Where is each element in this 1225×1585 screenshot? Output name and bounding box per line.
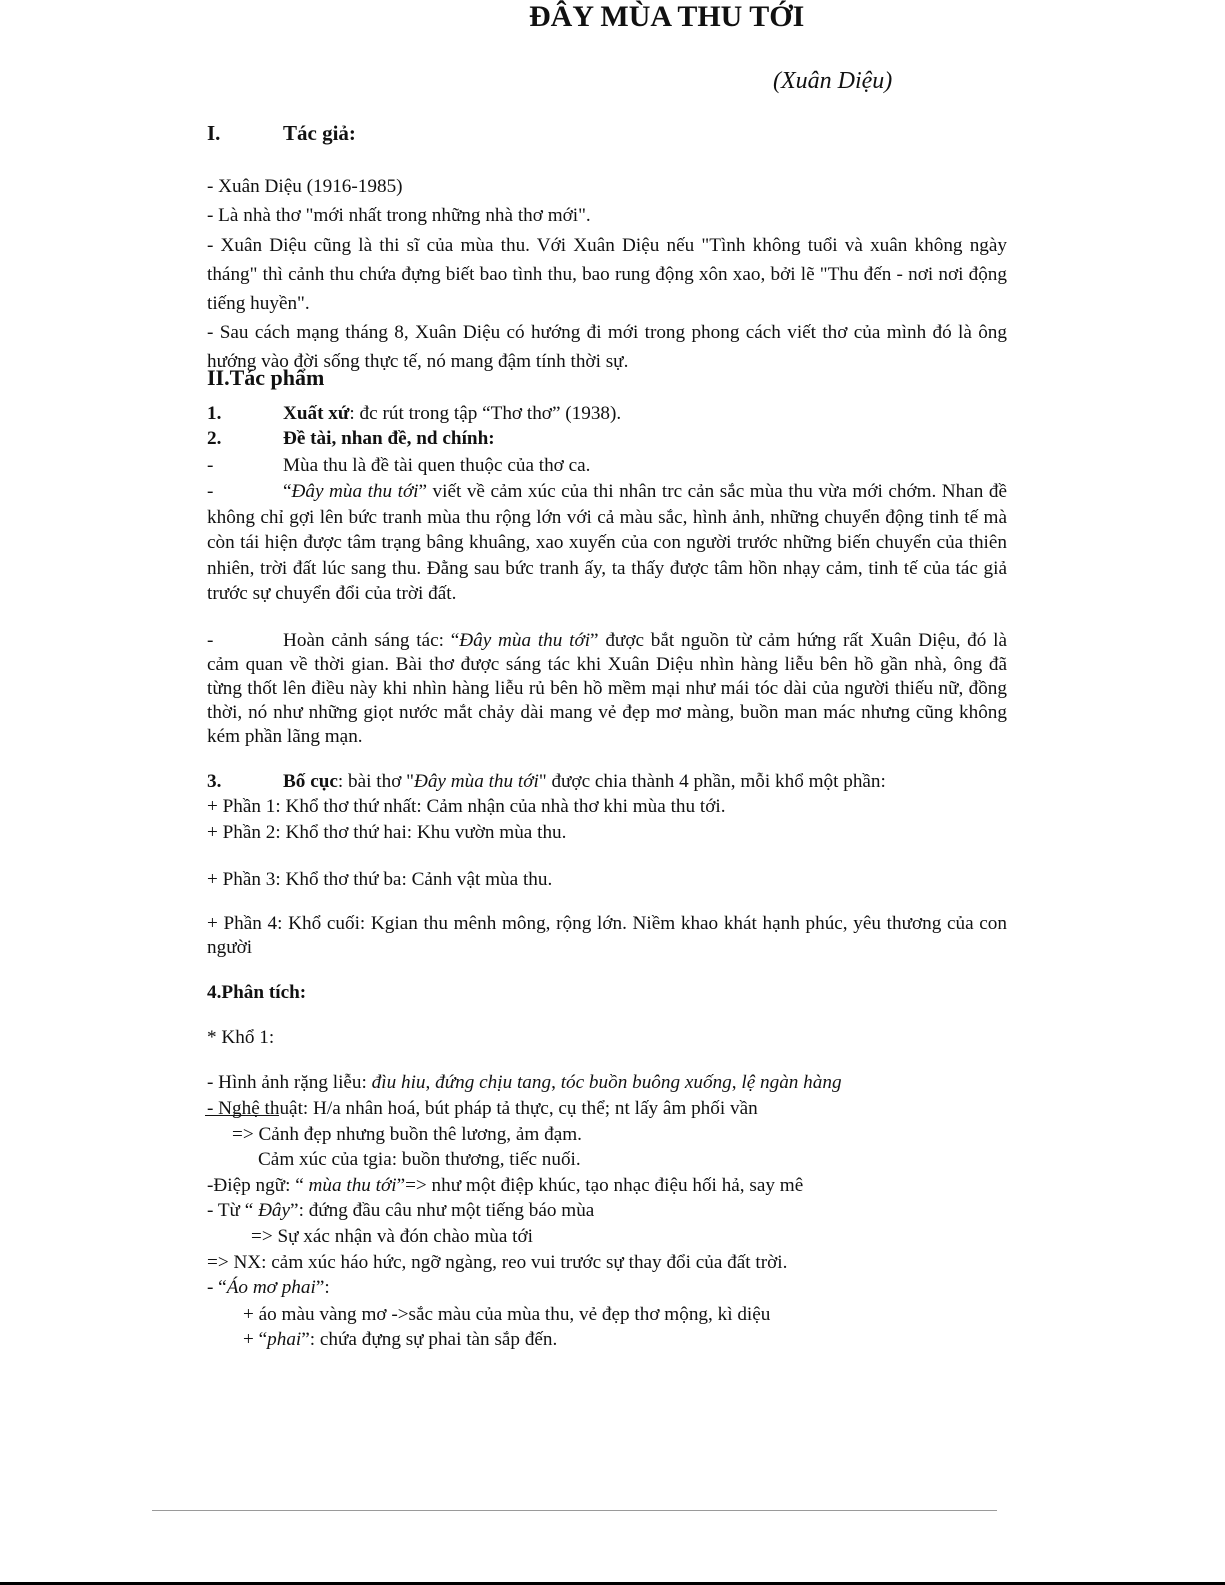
dash-1-mark: -: [207, 455, 214, 476]
willow-image-line: - Hình ảnh rặng liễu: đìu hiu, đứng chịu tang, tóc buồn buông xuống, lệ ngàn hàng: [207, 1072, 842, 1093]
part-3-line: + Phần 3: Khổ thơ thứ ba: Cảnh vật mùa thu.: [207, 869, 553, 890]
author-after-revolution-paragraph: - Sau cách mạng tháng 8, Xuân Diệu có hướng đi mới trong phong cách viết thơ của mình đó là ông hướng vào đời sống thực tế, nó mang đậm tính thời sự.: [207, 322, 1007, 372]
repetition-line: [207, 1174, 803, 1198]
dash-3-mark: -: [207, 630, 214, 651]
confirm-line: => Sự xác nhận và đón chào mùa tới: [251, 1226, 533, 1247]
result-line: => Cảnh đẹp nhưng buồn thê lương, ảm đạm.: [232, 1124, 582, 1145]
word-day-line: [207, 1199, 594, 1223]
author-birth-line: - Xuân Diệu (1916-1985): [207, 176, 403, 197]
ao-point-2: [243, 1328, 557, 1352]
art-line: - Nghệ thuật: H/a nhân hoá, bút pháp tả thực, cụ thể; nt lấy âm phối vần: [207, 1098, 758, 1119]
part-4-paragraph: + Phần 4: Khổ cuối: Kgian thu mênh mông, rộng lớn. Niềm khao khát hạnh phúc, yêu thương của con người: [207, 913, 1007, 958]
footer-rule: [152, 1510, 997, 1511]
repetition-tail: ”=> như một điệp khúc, tạo nhạc điệu hối hả, say mê: [396, 1175, 804, 1196]
kho-1-label: * Khổ 1:: [207, 1027, 275, 1048]
page-title: ĐÂY MÙA THU TỚI: [529, 0, 805, 33]
emotion-line: Cảm xúc của tgia: buồn thương, tiếc nuối.: [258, 1149, 581, 1170]
item-3-label: Bố cục: [283, 771, 338, 792]
ao-phrase: Áo mơ phai: [226, 1277, 316, 1298]
item-1-number: 1.: [207, 403, 222, 424]
word-phrase: Đây: [258, 1200, 291, 1221]
dash-2-quote: “: [283, 481, 292, 502]
item-3-text-before: : bài thơ ": [337, 771, 414, 792]
ao-point-1: + áo màu vàng mơ ->sắc màu của mùa thu, vẻ đẹp thơ mộng, kì diệu: [243, 1304, 771, 1325]
item-1-text: : đc rút trong tập “Thơ thơ” (1938).: [349, 403, 622, 424]
section-1-heading: Tác giả:: [283, 121, 356, 145]
willow-item: đìu hiu: [371, 1072, 426, 1093]
item-3-layout: [283, 770, 886, 794]
ao-lead: - “: [207, 1277, 227, 1298]
ao2-lead: + “: [243, 1329, 268, 1350]
ao2-tail: ”: chứa đựng sự phai tàn sắp đến.: [301, 1329, 558, 1350]
item-2-label: Đề tài, nhan đề, nd chính:: [283, 428, 495, 449]
part-1-line: + Phần 1: Khổ thơ thứ nhất: Cảm nhận của nhà thơ khi mùa thu tới.: [207, 796, 726, 817]
dash-2-mark: -: [207, 481, 214, 502]
ao-mo-phai-line: [207, 1276, 330, 1300]
dash-2-text: ” viết về cảm xúc của thi nhân trc cản sắc mùa thu vừa mới chớm. Nhan đề không chỉ gợi lên bức tranh mùa thu rộng lớn với cả màu sắc, hình ảnh, những chuyển động tinh tế mà còn tái hiện được tâm trạng bâng khuâng, xao xuyến của con người trước những biến chuyển của thiên nhiên, trời đất lúc sang thu. Đằng sau bức tranh ấy, ta thấy được tâm hồn nhạy cảm, tinh tế của tác giả trước sự chuyển đổi của trời đất.: [207, 481, 1007, 604]
willow-item: đứng chịu tang: [435, 1072, 552, 1093]
dash-3-text: ” được bắt nguồn từ cảm hứng rất Xuân Diệu, đó là cảm quan về thời gian. Bài thơ được sáng tác khi Xuân Diệu nhìn hàng liễu bên hồ gần nhà, ông đã từng thốt lên điều này khi nhìn hàng liễu rủ bên hồ mềm mại như mái tóc dài của người thiếu nữ, đồng thời, nó như những giọt nước mắt chảy dài mang vẻ đẹp mơ màng, buồn man mác nhưng cũng không kém phần lãng mạn.: [207, 630, 1007, 747]
willow-item: tóc buồn buông xuống: [560, 1072, 732, 1093]
willow-item: lệ ngàn hàng: [741, 1072, 842, 1093]
repetition-phrase: mùa thu tới: [308, 1175, 397, 1196]
author-autumn-paragraph: - Xuân Diệu cũng là thi sĩ của mùa thu. Với Xuân Diệu nếu "Tình không tuổi và xuân không ngày tháng" thì cảnh thu chứa đựng biết bao tình thu, bao rung động xôn xao, bởi lẽ "Thu đến - nơi nơi động tiếng huyền".: [207, 235, 1007, 314]
nx-line: => NX: cảm xúc háo hức, ngỡ ngàng, reo vui trước sự thay đổi của đất trời.: [207, 1252, 788, 1273]
dash-2-paragraph: [207, 479, 1007, 607]
part-2-line: + Phần 2: Khổ thơ thứ hai: Khu vườn mùa thu.: [207, 822, 567, 843]
willow-lead: - Hình ảnh rặng liễu:: [207, 1072, 372, 1093]
item-3-text-after: " được chia thành 4 phần, mỗi khổ một phần:: [538, 771, 886, 792]
word-lead: - Từ “: [207, 1200, 259, 1221]
ao2-phrase: phai: [267, 1329, 302, 1350]
author-name: (Xuân Diệu): [773, 68, 893, 94]
repetition-lead: -Điệp ngữ: “: [207, 1175, 309, 1196]
item-1-origin: [283, 402, 621, 426]
dash-3-title: Đây mùa thu tới: [459, 630, 591, 651]
item-4-heading: 4.Phân tích:: [207, 982, 307, 1003]
dash-1-text: Mùa thu là đề tài quen thuộc của thơ ca.: [283, 455, 591, 476]
section-2-heading: II.Tác phẩm: [207, 365, 325, 390]
dash-3-lead: Hoàn cảnh sáng tác: “: [283, 630, 460, 651]
author-new-poet-line: - Là nhà thơ "mới nhất trong những nhà thơ mới".: [207, 205, 591, 226]
item-1-label: Xuất xứ: [283, 403, 350, 424]
word-tail: ”: đứng đầu câu như một tiếng báo mùa: [290, 1200, 595, 1221]
item-3-title: Đây mùa thu tới: [413, 771, 539, 792]
ao-tail: ”:: [315, 1277, 330, 1298]
dash-2-title: Đây mùa thu tới: [291, 481, 419, 502]
section-1-number: I.: [207, 121, 221, 145]
item-2-number: 2.: [207, 428, 222, 449]
item-3-number: 3.: [207, 771, 222, 792]
dash-3-paragraph: [207, 629, 1007, 749]
